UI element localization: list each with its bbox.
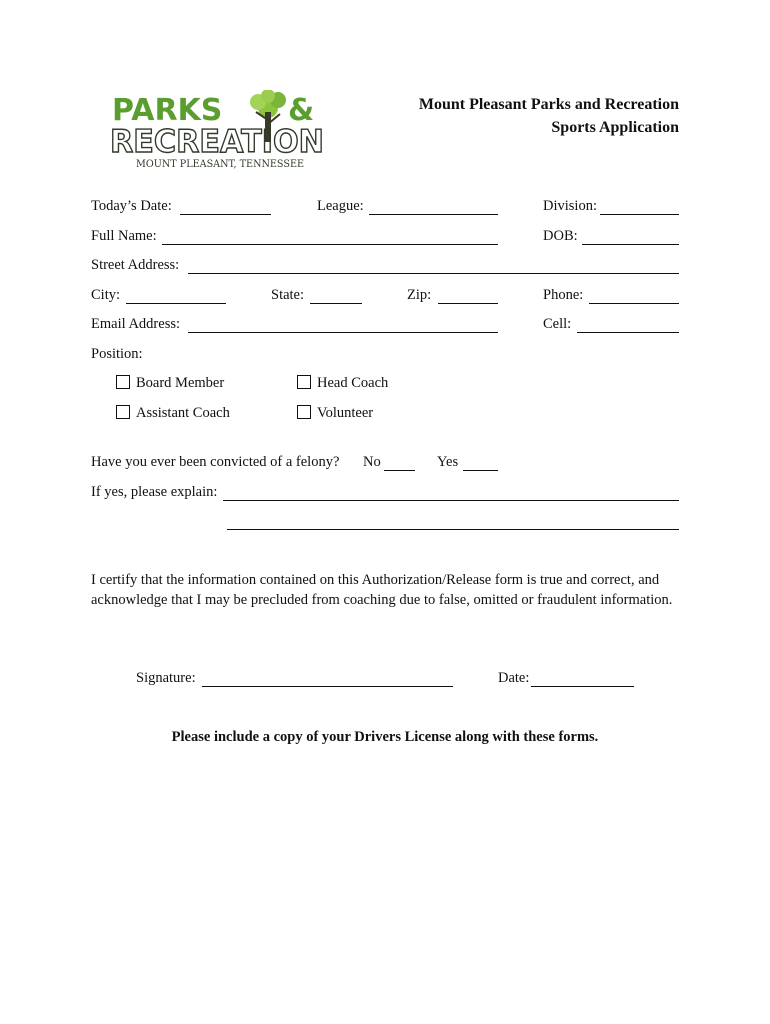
assistant-coach-label: Assistant Coach (136, 405, 230, 421)
assistant-coach-checkbox[interactable] (116, 405, 130, 419)
felony-yes-field[interactable] (463, 470, 498, 471)
street-address-field[interactable] (188, 273, 679, 274)
title-line-2: Sports Application (551, 119, 679, 136)
league-field[interactable] (369, 214, 498, 215)
full-name-field[interactable] (162, 244, 498, 245)
felony-yes-label: Yes (437, 454, 459, 470)
explain-label: If yes, please explain: (91, 484, 218, 500)
signature-label: Signature: (136, 670, 196, 686)
zip-label: Zip: (407, 287, 432, 303)
todays-date-field[interactable] (180, 214, 271, 215)
board-member-label: Board Member (136, 375, 225, 391)
logo-amp-text: & (288, 93, 315, 128)
logo-location-text: MOUNT PLEASANT, TENNESSEE (136, 159, 304, 170)
cell-field[interactable] (577, 332, 679, 333)
logo-graphic (108, 90, 333, 172)
city-label: City: (91, 287, 121, 303)
explain-field-line-1[interactable] (223, 500, 679, 501)
city-field[interactable] (126, 303, 226, 304)
phone-label: Phone: (543, 287, 584, 303)
volunteer-checkbox[interactable] (297, 405, 311, 419)
form-title (419, 93, 679, 139)
cell-label: Cell: (543, 316, 572, 332)
felony-no-label: No (363, 454, 381, 470)
felony-no-field[interactable] (384, 470, 415, 471)
email-field[interactable] (188, 332, 498, 333)
signature-date-label: Date: (498, 670, 530, 686)
phone-field[interactable] (589, 303, 679, 304)
league-label: League: (317, 198, 364, 214)
dob-field[interactable] (582, 244, 679, 245)
certification-text: I certify that the information contained on this Authorization/Release form is true and correct, and acknowledge that I may be precluded from coaching due to false, omitted or fraudulent information. (91, 572, 673, 608)
state-label: State: (271, 287, 305, 303)
explain-field-line-2[interactable] (227, 529, 679, 530)
dob-label: DOB: (543, 228, 578, 244)
position-label: Position: (91, 346, 143, 362)
full-name-label: Full Name: (91, 228, 157, 244)
volunteer-label: Volunteer (317, 405, 374, 421)
division-label: Division: (543, 198, 597, 214)
parks-recreation-logo (108, 90, 333, 172)
zip-field[interactable] (438, 303, 498, 304)
division-field[interactable] (600, 214, 679, 215)
head-coach-label: Head Coach (317, 375, 389, 391)
board-member-checkbox[interactable] (116, 375, 130, 389)
felony-question: Have you ever been convicted of a felony? (91, 454, 340, 470)
state-field[interactable] (310, 303, 362, 304)
head-coach-checkbox[interactable] (297, 375, 311, 389)
logo-recreation-text: RECREATION (110, 124, 324, 160)
title-line-1: Mount Pleasant Parks and Recreation (418, 96, 679, 113)
signature-field[interactable] (202, 686, 453, 687)
street-address-label: Street Address: (91, 257, 180, 273)
drivers-license-note: Please include a copy of your Drivers License along with these forms. (171, 729, 599, 745)
logo-parks-text: PARKS (112, 93, 223, 128)
email-label: Email Address: (91, 316, 181, 332)
todays-date-label: Today’s Date: (91, 198, 172, 214)
signature-date-field[interactable] (531, 686, 634, 687)
